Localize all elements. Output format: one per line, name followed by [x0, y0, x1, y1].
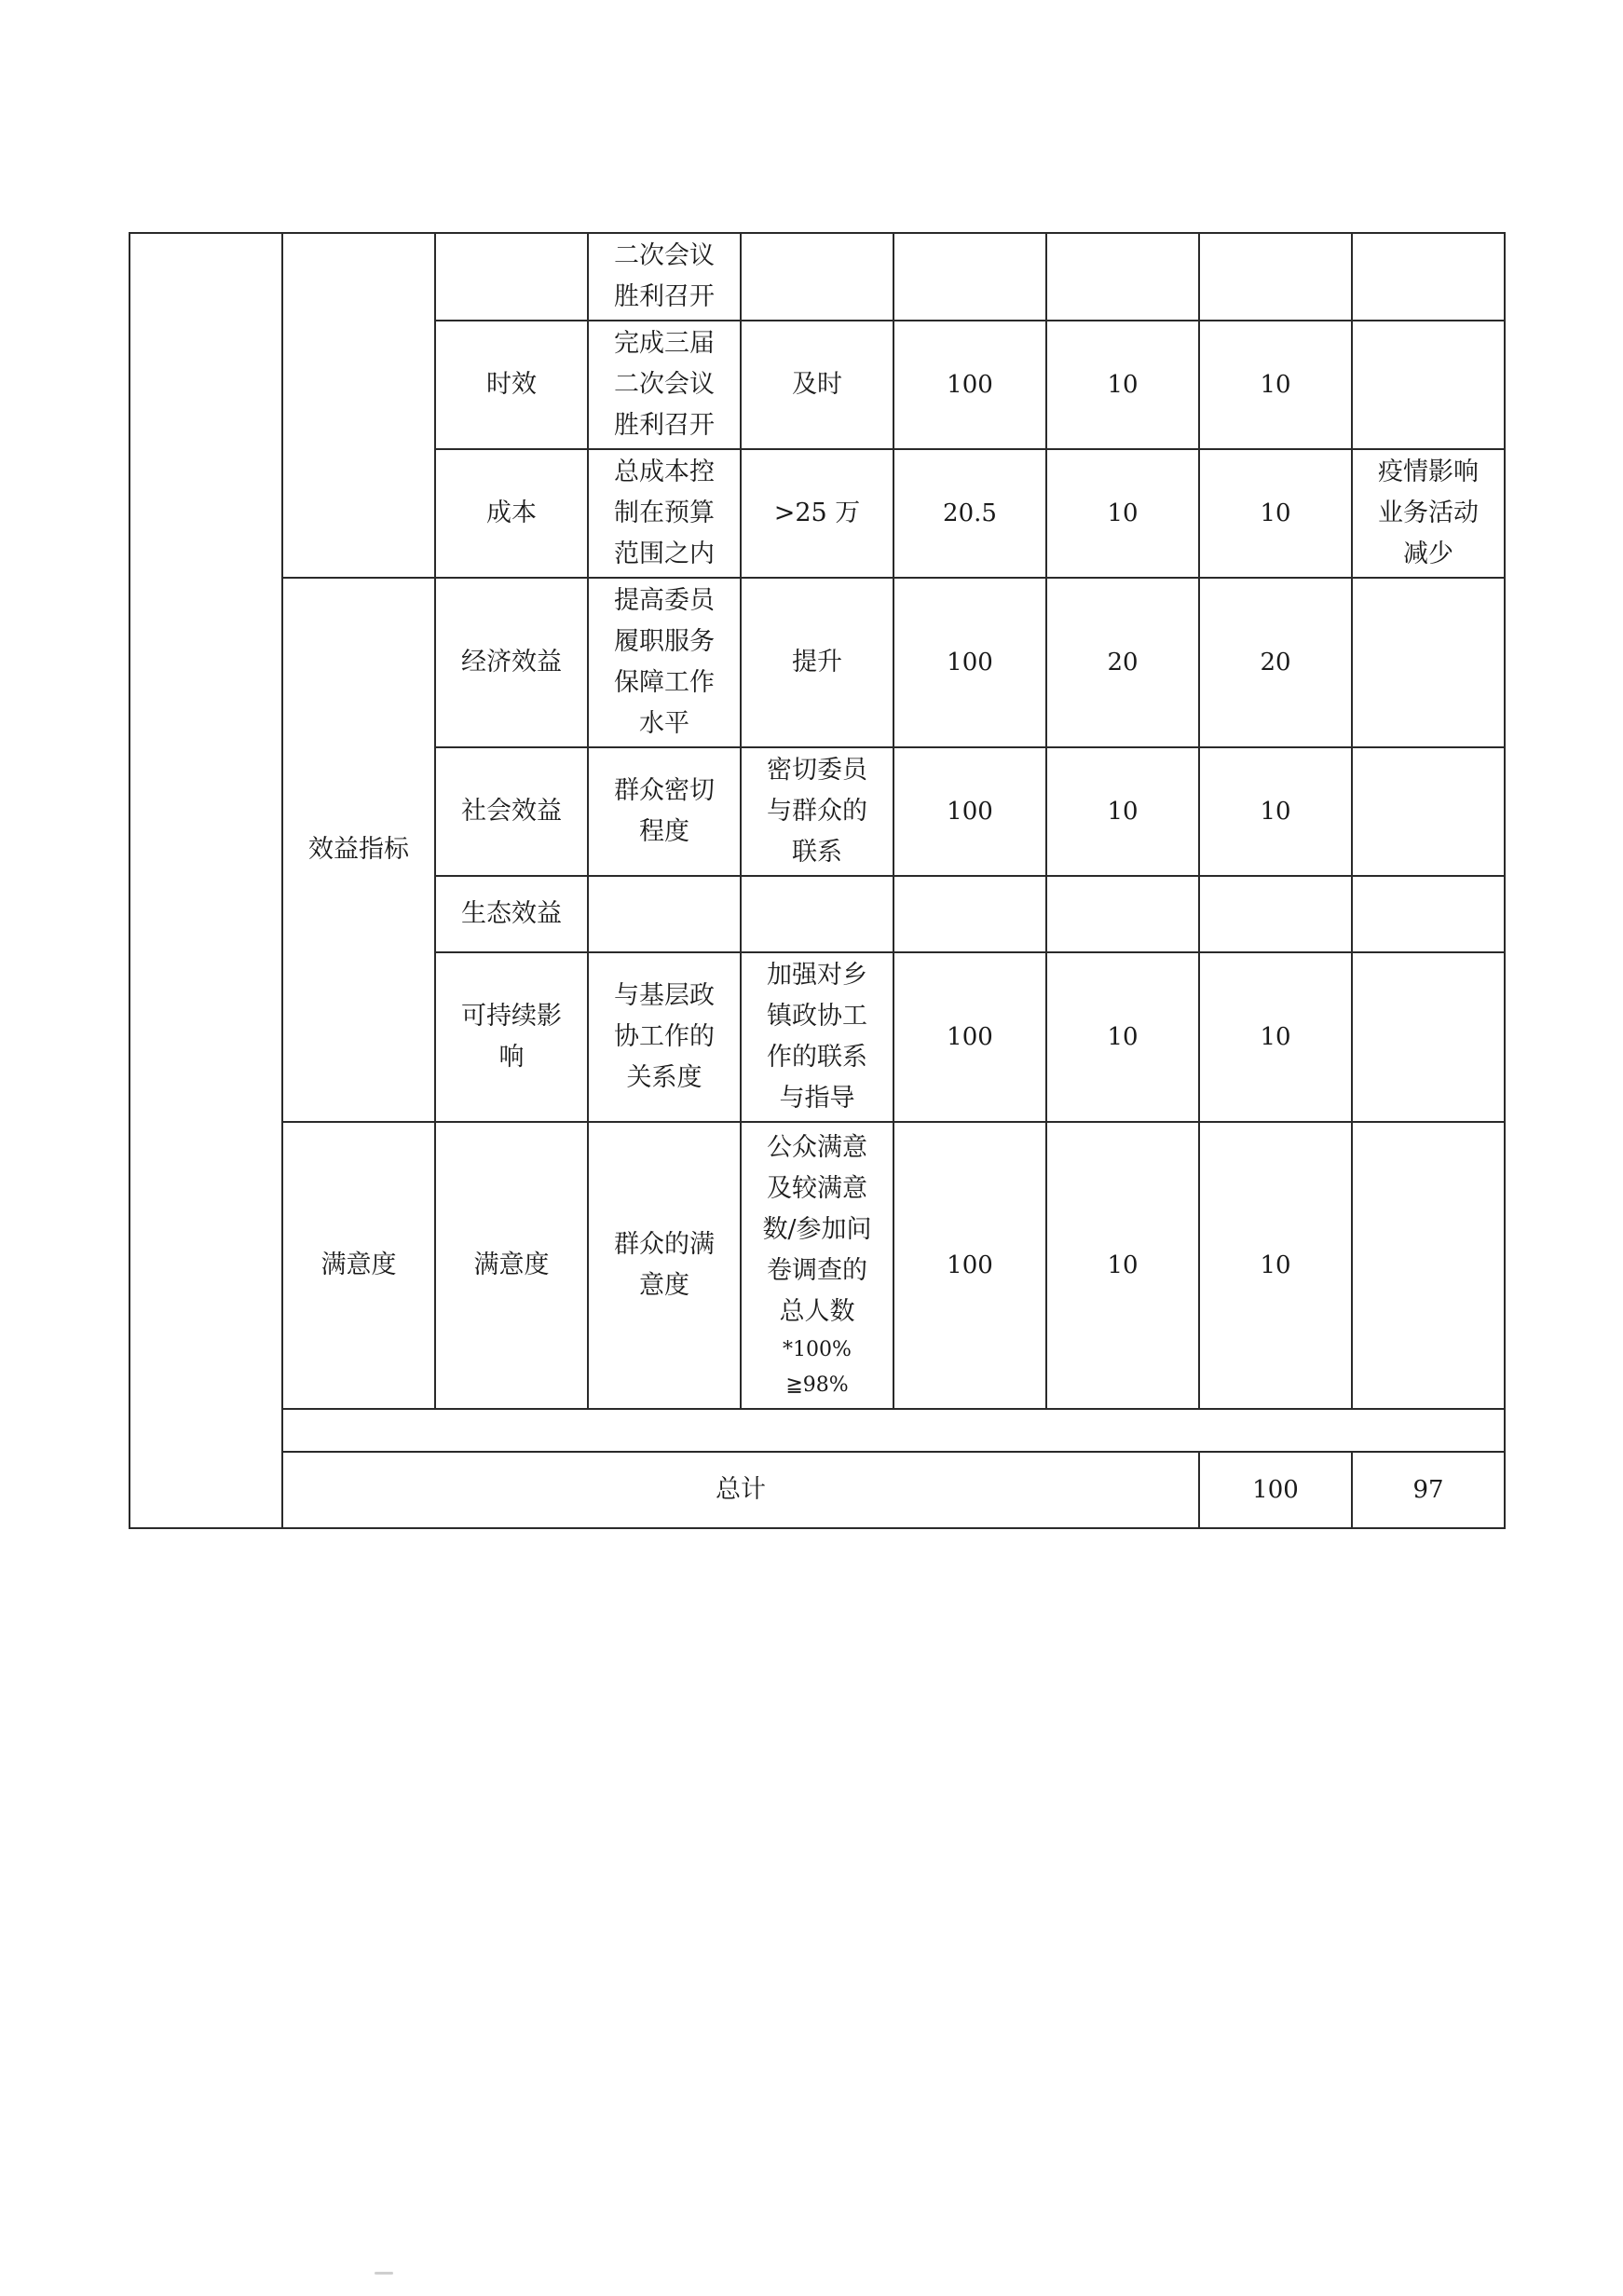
weight-cell: [1046, 233, 1199, 321]
remark-cell: [1352, 321, 1505, 449]
weight-cell: [1046, 876, 1199, 952]
performance-table: [129, 232, 1506, 1529]
category-cell: [282, 233, 435, 578]
target-cell: 密切委员 与群众的 联系: [741, 747, 893, 876]
indicator-cell: 完成三届 二次会议 胜利召开: [588, 321, 741, 449]
remark-cell: [1352, 233, 1505, 321]
category-cell: 效益指标: [282, 578, 435, 1122]
indicator-cell: 二次会议 胜利召开: [588, 233, 741, 321]
indicator-cell: 总成本控 制在预算 范围之内: [588, 449, 741, 578]
subcategory-cell: 成本: [435, 449, 588, 578]
subcategory-cell: 生态效益: [435, 876, 588, 952]
indicator-cell: [588, 876, 741, 952]
subcategory-cell: [435, 233, 588, 321]
subcategory-cell: 社会效益: [435, 747, 588, 876]
total-label: 总计: [282, 1452, 1199, 1528]
remark-cell: [1352, 747, 1505, 876]
target-cell: >25 万: [741, 449, 893, 578]
remark-cell: [1352, 578, 1505, 747]
indicator-cell: 提高委员 履职服务 保障工作 水平: [588, 578, 741, 747]
weight-cell: 10: [1046, 449, 1199, 578]
target-cell: 公众满意 及较满意 数/参加问 卷调查的 总人数 *100% ≧98%: [741, 1122, 893, 1409]
remark-cell: [1352, 876, 1505, 952]
score-cell: 10: [1199, 321, 1352, 449]
subcategory-cell: 时效: [435, 321, 588, 449]
target-cell: [741, 876, 893, 952]
actual-cell: [893, 233, 1046, 321]
subcategory-cell: 经济效益: [435, 578, 588, 747]
category-cell: 满意度: [282, 1122, 435, 1409]
target-cell: 加强对乡 镇政协工 作的联系 与指导: [741, 952, 893, 1122]
actual-cell: 100: [893, 747, 1046, 876]
weight-cell: 10: [1046, 1122, 1199, 1409]
score-cell: 10: [1199, 952, 1352, 1122]
indicator-cell: 群众密切 程度: [588, 747, 741, 876]
actual-cell: 100: [893, 952, 1046, 1122]
remark-cell: 疫情影响 业务活动 减少: [1352, 449, 1505, 578]
first-level-cell: [130, 233, 282, 1528]
subcategory-cell: 满意度: [435, 1122, 588, 1409]
table-row: [130, 578, 1505, 747]
score-cell: 10: [1199, 1122, 1352, 1409]
total-score: 97: [1352, 1452, 1505, 1528]
actual-cell: 100: [893, 578, 1046, 747]
target-cell: 及时: [741, 321, 893, 449]
blank-cell: [282, 1409, 1505, 1452]
score-cell: [1199, 876, 1352, 952]
actual-cell: [893, 876, 1046, 952]
blank-row: [130, 1409, 1505, 1452]
score-cell: 10: [1199, 449, 1352, 578]
weight-cell: 10: [1046, 747, 1199, 876]
total-row: [130, 1452, 1505, 1528]
score-cell: 10: [1199, 747, 1352, 876]
indicator-cell: 群众的满 意度: [588, 1122, 741, 1409]
score-cell: [1199, 233, 1352, 321]
target-cell: 提升: [741, 578, 893, 747]
weight-cell: 10: [1046, 321, 1199, 449]
table-row: [130, 233, 1505, 321]
actual-cell: 100: [893, 321, 1046, 449]
weight-cell: 20: [1046, 578, 1199, 747]
target-cell: [741, 233, 893, 321]
scan-mark: [375, 2272, 393, 2275]
score-cell: 20: [1199, 578, 1352, 747]
weight-cell: 10: [1046, 952, 1199, 1122]
subcategory-cell: 可持续影 响: [435, 952, 588, 1122]
remark-cell: [1352, 1122, 1505, 1409]
total-weight: 100: [1199, 1452, 1352, 1528]
actual-cell: 100: [893, 1122, 1046, 1409]
remark-cell: [1352, 952, 1505, 1122]
indicator-cell: 与基层政 协工作的 关系度: [588, 952, 741, 1122]
actual-cell: 20.5: [893, 449, 1046, 578]
table-row: [130, 1122, 1505, 1409]
